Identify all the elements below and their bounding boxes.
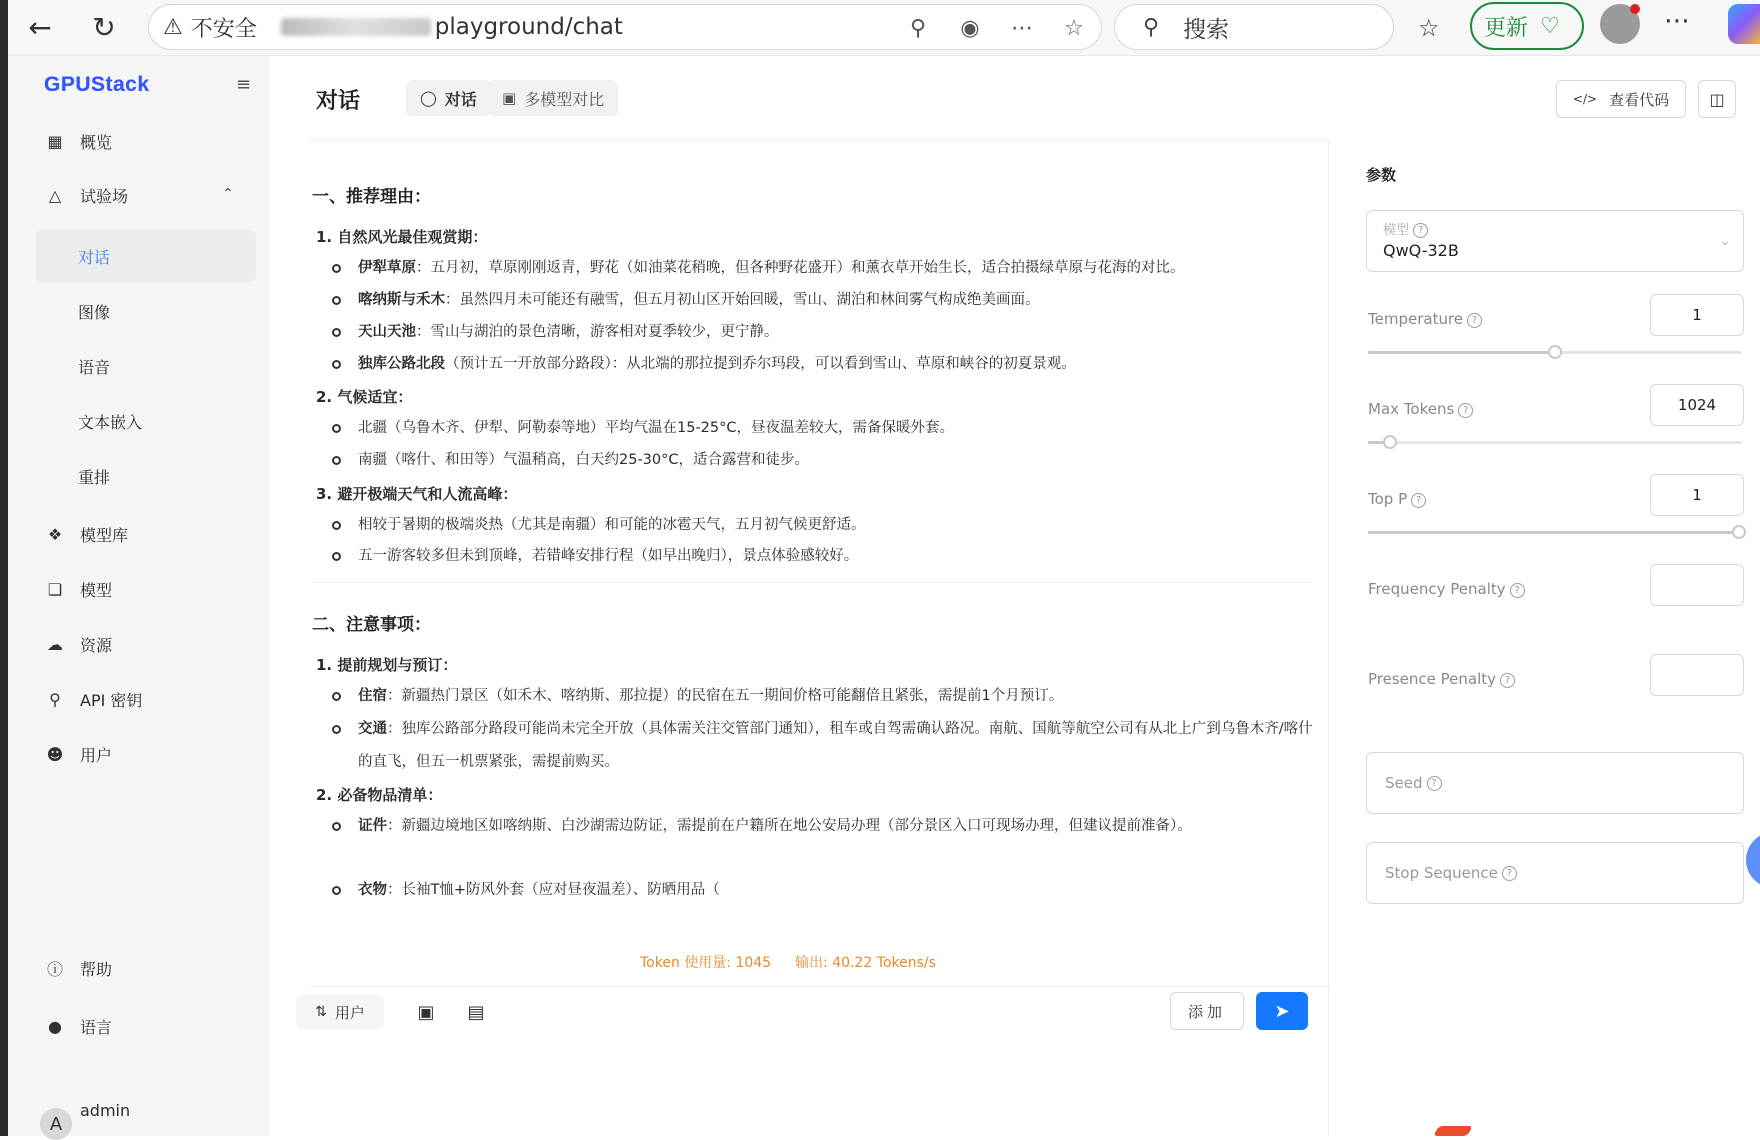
sidebar-item-label: 模型库 bbox=[80, 525, 129, 545]
help-icon: ? bbox=[1411, 493, 1426, 508]
tab-multi-compare[interactable] bbox=[488, 80, 618, 116]
sidebar-item-label: API 密钥 bbox=[80, 690, 143, 710]
clear-icon[interactable]: ▤ bbox=[467, 1001, 485, 1023]
sidebar-subitem-embedding[interactable]: 文本嵌入 bbox=[78, 412, 143, 432]
output-speed: 输出: 40.22 Tokens/s bbox=[795, 955, 936, 971]
help-icon: ? bbox=[1427, 776, 1442, 791]
swap-icon: ⇅ bbox=[315, 1004, 327, 1020]
token-usage: Token 使用量: 1045 bbox=[640, 955, 772, 971]
cube-icon: ❖ bbox=[47, 524, 63, 544]
seed-input[interactable]: Seed ? bbox=[1366, 752, 1744, 814]
floating-assistant-button[interactable] bbox=[1746, 832, 1760, 888]
back-arrow-icon[interactable]: ← bbox=[28, 11, 52, 44]
sidebar-subitem-speech[interactable]: 语音 bbox=[78, 357, 111, 377]
max-tokens-slider-track[interactable] bbox=[1368, 441, 1742, 444]
tab-label: 多模型对比 bbox=[524, 89, 605, 109]
sidebar-item-overview[interactable] bbox=[44, 126, 112, 156]
temperature-label: Temperature ? bbox=[1368, 310, 1482, 328]
page-title: 对话 bbox=[316, 89, 361, 114]
more-menu-icon[interactable]: ⋯ bbox=[1664, 6, 1690, 36]
section-heading: 一、推荐理由： bbox=[312, 187, 431, 207]
send-icon[interactable]: ➤ bbox=[1256, 992, 1308, 1030]
top-p-slider-fill bbox=[1368, 531, 1742, 534]
top-p-slider-handle[interactable] bbox=[1732, 525, 1746, 539]
url-blurred-host bbox=[281, 18, 431, 36]
image-upload-icon[interactable]: ▣ bbox=[417, 1001, 435, 1023]
refresh-icon[interactable]: ↻ bbox=[92, 11, 116, 44]
sidebar-item-label: 帮助 bbox=[80, 959, 113, 979]
sidebar-item-help[interactable] bbox=[44, 953, 112, 983]
sidebar-item-api-keys[interactable] bbox=[44, 684, 142, 714]
sidebar-subitem-image[interactable]: 图像 bbox=[78, 302, 111, 322]
decorative-edge bbox=[1433, 1126, 1473, 1136]
chat-bubble-icon: ◯ bbox=[420, 89, 437, 107]
section-heading: 二、注意事项： bbox=[312, 615, 431, 635]
address-bar[interactable] bbox=[148, 4, 1102, 50]
sidebar-user[interactable] bbox=[80, 1095, 130, 1125]
top-p-label: Top P ? bbox=[1368, 490, 1426, 508]
model-label: 模型 ? bbox=[1383, 219, 1428, 238]
max-tokens-input[interactable]: 1024 bbox=[1650, 384, 1744, 426]
params-title: 参数 bbox=[1366, 166, 1397, 184]
token-stats bbox=[640, 952, 936, 972]
presence-penalty-input[interactable] bbox=[1650, 654, 1744, 696]
sidebar-item-resources[interactable] bbox=[44, 629, 112, 659]
search-icon: ⚲ bbox=[1143, 14, 1160, 40]
temperature-slider-fill bbox=[1368, 351, 1555, 354]
list-heading: 2. 必备物品清单： bbox=[316, 786, 443, 804]
app-logo: GPUStack bbox=[44, 73, 150, 96]
favorite-star-icon[interactable]: ☆ bbox=[1064, 15, 1084, 41]
admin-avatar[interactable]: A bbox=[40, 1108, 72, 1140]
sidebar-item-models[interactable] bbox=[44, 574, 112, 604]
user-name: admin bbox=[80, 1100, 131, 1120]
translate-icon[interactable]: ◉ bbox=[960, 15, 980, 41]
url-text: playground/chat bbox=[434, 14, 623, 40]
search-label: 搜索 bbox=[1183, 16, 1230, 43]
health-heart-icon: ♡ bbox=[1540, 13, 1560, 39]
help-icon: ? bbox=[1413, 223, 1428, 238]
favorites-icon[interactable]: ☆ bbox=[1418, 14, 1440, 42]
zoom-out-icon[interactable]: ⚲ bbox=[909, 15, 927, 41]
sidebar-item-label: 资源 bbox=[80, 635, 113, 655]
max-tokens-slider-handle[interactable] bbox=[1383, 435, 1397, 449]
role-switch-button[interactable] bbox=[296, 994, 384, 1030]
sidebar bbox=[0, 56, 270, 1136]
divider bbox=[1328, 140, 1329, 1136]
view-code-label: 查看代码 bbox=[1609, 90, 1670, 109]
browser-toolbar bbox=[0, 0, 1760, 56]
warning-icon: ⚠ bbox=[163, 14, 183, 40]
sidebar-subitem-chat[interactable]: 对话 bbox=[36, 230, 256, 282]
role-label: 用户 bbox=[334, 1003, 365, 1022]
update-button[interactable] bbox=[1470, 2, 1584, 50]
help-icon: ? bbox=[1500, 673, 1515, 688]
code-icon: </> bbox=[1572, 92, 1598, 106]
divider bbox=[310, 986, 1330, 987]
dashboard-icon: ▦ bbox=[47, 131, 63, 151]
compare-icon: ▣ bbox=[502, 89, 517, 107]
profile-notification-dot bbox=[1630, 4, 1640, 14]
insecure-label: 不安全 bbox=[190, 16, 257, 42]
list-heading: 1. 自然风光最佳观赏期： bbox=[316, 228, 488, 246]
frequency-penalty-label: Frequency Penalty ? bbox=[1368, 580, 1525, 598]
add-message-button[interactable]: 添加 bbox=[1170, 992, 1244, 1030]
chevron-up-icon[interactable]: ⌃ bbox=[222, 186, 234, 202]
browser-search-box[interactable] bbox=[1114, 4, 1394, 50]
sidebar-item-label: 试验场 bbox=[80, 186, 129, 206]
chevron-down-icon: ⌄ bbox=[1719, 233, 1731, 249]
model-icon: ❏ bbox=[47, 579, 63, 599]
update-label: 更新 bbox=[1484, 15, 1529, 41]
frequency-penalty-input[interactable] bbox=[1650, 564, 1744, 606]
more-circle-icon[interactable]: ⋯ bbox=[1011, 15, 1033, 41]
list-heading: 2. 气候适宜： bbox=[316, 388, 413, 406]
tab-chat[interactable] bbox=[406, 80, 491, 116]
sidebar-item-language[interactable] bbox=[44, 1011, 112, 1041]
help-icon: ? bbox=[1510, 583, 1525, 598]
help-icon: ? bbox=[1467, 313, 1482, 328]
question-circle-icon: ⓘ bbox=[46, 959, 63, 979]
panel-toggle-icon[interactable]: ◫ bbox=[1698, 80, 1736, 118]
model-value: QwQ-32B bbox=[1383, 241, 1459, 260]
max-tokens-label: Max Tokens ? bbox=[1368, 400, 1473, 418]
list-heading: 3. 避开极端天气和人流高峰： bbox=[316, 485, 518, 503]
temperature-input[interactable]: 1 bbox=[1650, 294, 1744, 336]
sidebar-item-label: 模型 bbox=[80, 580, 113, 600]
list-heading: 1. 提前规划与预订： bbox=[316, 656, 458, 674]
key-icon: ⚲ bbox=[49, 689, 61, 709]
cloud-icon: ☁ bbox=[47, 634, 63, 654]
stop-sequence-input[interactable]: Stop Sequence ? bbox=[1366, 842, 1744, 904]
temperature-slider-handle[interactable] bbox=[1548, 345, 1562, 359]
sidebar-item-label: 语言 bbox=[80, 1017, 113, 1037]
sidebar-item-label: 用户 bbox=[80, 745, 113, 765]
sidebar-item-catalog[interactable] bbox=[44, 519, 128, 549]
sidebar-item-playground[interactable] bbox=[44, 180, 128, 210]
tab-label: 对话 bbox=[444, 89, 477, 109]
globe-icon: ● bbox=[48, 1016, 62, 1036]
sidebar-item-users[interactable] bbox=[44, 739, 112, 769]
help-icon: ? bbox=[1502, 866, 1517, 881]
help-icon: ? bbox=[1458, 403, 1473, 418]
divider bbox=[312, 582, 1312, 583]
copilot-icon[interactable] bbox=[1728, 4, 1760, 44]
divider bbox=[310, 140, 1330, 141]
top-p-input[interactable]: 1 bbox=[1650, 474, 1744, 516]
sidebar-item-label: 概览 bbox=[80, 132, 113, 152]
model-select[interactable] bbox=[1366, 210, 1744, 272]
window-edge bbox=[0, 0, 8, 1136]
presence-penalty-label: Presence Penalty ? bbox=[1368, 670, 1515, 688]
sidebar-subitem-rerank[interactable]: 重排 bbox=[78, 467, 111, 487]
user-icon: ☻ bbox=[46, 744, 64, 764]
collapse-menu-icon[interactable]: ≡ bbox=[236, 74, 252, 95]
flask-icon: △ bbox=[48, 185, 62, 205]
view-code-button[interactable] bbox=[1556, 80, 1686, 118]
